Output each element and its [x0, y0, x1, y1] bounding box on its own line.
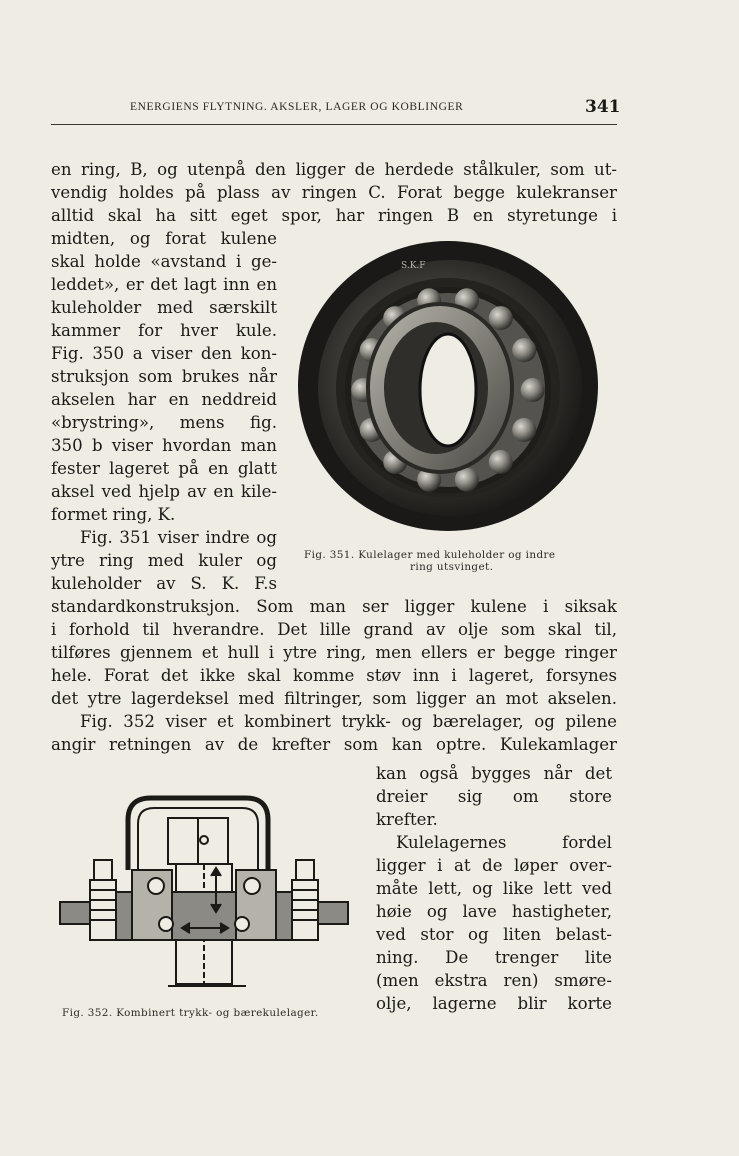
bearing-ball: [521, 378, 545, 402]
skf-stamp-text: S.K.F: [401, 261, 426, 271]
body-line: ning. De trenger lite: [376, 948, 612, 967]
figure-351-caption-line2: ring utsvinget.: [410, 561, 494, 573]
bearing-ball: [489, 450, 513, 474]
body-line: ligger i at de løper over-: [376, 856, 612, 875]
body-line: ytre ring med kuler og: [51, 551, 277, 570]
body-line: midten, og forat kulene: [51, 229, 277, 248]
header-rule: [51, 124, 617, 125]
body-line: alltid skal ha sitt eget spor, har ringen B en styretunge i: [51, 206, 617, 225]
figure-351-caption-line1: Fig. 351. Kulelager med kuleholder og indre: [304, 549, 556, 561]
body-line: angir retningen av de krefter som kan optre. Kulekamlager: [51, 735, 617, 754]
body-line: formet ring, K.: [51, 505, 176, 524]
figure-351-bearing-photo: [298, 238, 610, 544]
figure-352-bearing-drawing: [56, 790, 356, 995]
body-line: måte lett, og like lett ved: [376, 879, 612, 898]
body-line: i forhold til hverandre. Det lille grand av olje som skal til,: [51, 620, 617, 639]
body-line: skal holde «avstand i ge-: [51, 252, 277, 271]
body-line: hele. Forat det ikke skal komme støv inn i lageret, forsynes: [51, 666, 617, 685]
body-line: (men ekstra ren) smøre-: [376, 971, 612, 990]
body-line: krefter.: [376, 810, 438, 829]
body-line: akselen har en neddreid: [51, 390, 277, 409]
body-line: ved stor og liten belast-: [376, 925, 612, 944]
body-line: kuleholder med særskilt: [51, 298, 277, 317]
page-number: 341: [585, 97, 621, 117]
body-line: det ytre lagerdeksel med filtringer, som ligger an mot akselen.: [51, 689, 617, 708]
body-line: dreier sig om store: [376, 787, 612, 806]
body-line: kan også bygges når det: [376, 764, 612, 783]
body-line: fester lageret på en glatt: [51, 459, 277, 478]
body-line: Fig. 350 a viser den kon-: [51, 344, 277, 363]
bearing-ball: [512, 338, 536, 362]
figure-352-caption: Fig. 352. Kombinert trykk- og bærekulelager.: [62, 1007, 319, 1019]
bearing-ball: [489, 306, 513, 330]
body-line: kuleholder av S. K. F.s: [51, 574, 277, 593]
body-line: en ring, B, og utenpå den ligger de herdede stålkuler, som ut-: [51, 160, 617, 179]
body-line: olje, lagerne blir korte: [376, 994, 612, 1013]
body-line: «brystring», mens fig.: [51, 413, 277, 432]
body-line: vendig holdes på plass av ringen C. Forat begge kulekranser: [51, 183, 617, 202]
body-line: kammer for hver kule.: [51, 321, 277, 340]
body-line: leddet», er det lagt inn en: [51, 275, 277, 294]
body-line: Kulelagernes fordel: [396, 833, 612, 852]
body-line: struksjon som brukes når: [51, 367, 277, 386]
body-line: høie og lave hastigheter,: [376, 902, 612, 921]
body-line: Fig. 351 viser indre og: [80, 528, 277, 547]
bearing-ball: [512, 418, 536, 442]
body-line: 350 b viser hvordan man: [51, 436, 277, 455]
body-line: standardkonstruksjon. Som man ser ligger kulene i siksak: [51, 597, 617, 616]
body-line: Fig. 352 viser et kombinert trykk- og bærelager, og pilene: [80, 712, 617, 731]
running-head: ENERGIENS FLYTNING. AKSLER, LAGER OG KOBLINGER: [130, 101, 464, 113]
body-line: tilføres gjennem et hull i ytre ring, men ellers er begge ringer: [51, 643, 617, 662]
body-line: aksel ved hjelp av en kile-: [51, 482, 277, 501]
